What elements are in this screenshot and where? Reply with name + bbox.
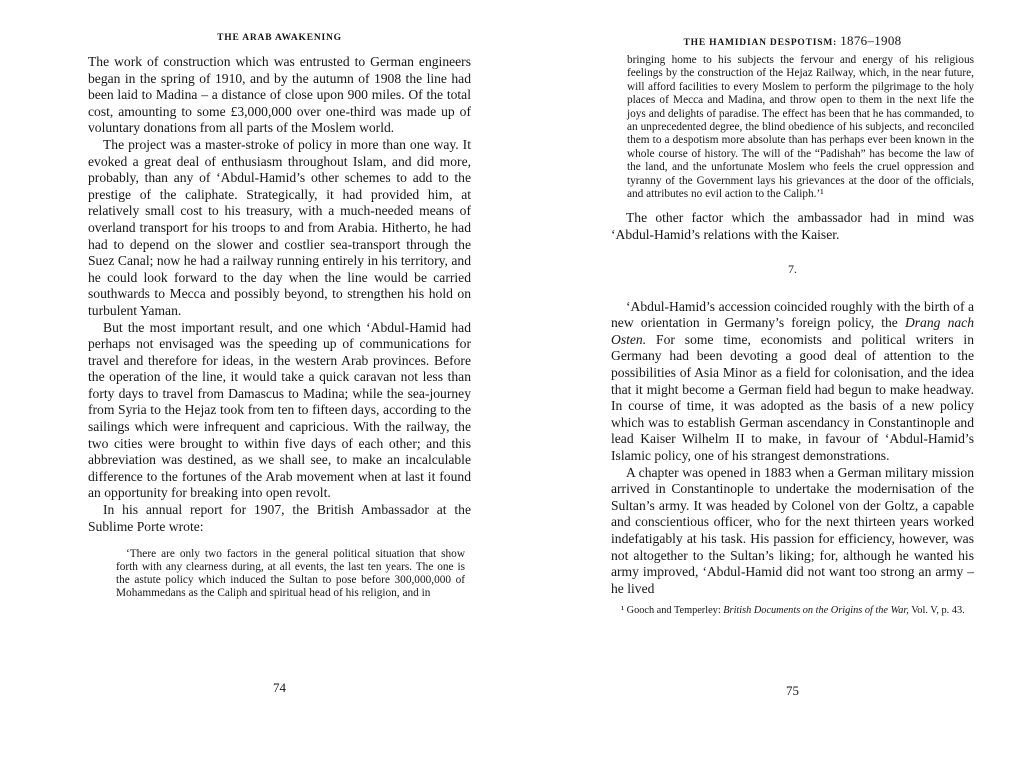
running-head-years: 1876–1908 bbox=[840, 33, 902, 48]
running-head: THE ARAB AWAKENING bbox=[217, 33, 342, 43]
paragraph: The project was a master-stroke of policy in more than one way. It evoked a great deal of enthusiasm throughout Islam, and did more, probably, than any of ‘Abdul-Hamid’s other schemes to add to the prestige of the caliphate. Strategically, it had provided him, at relatively small cost to his treasury, with a much-needed means of overland transport for his troops to and from Arabia. Hitherto, he had had to depend on the slower and costlier sea-transport through the Suez Canal; now he had a railway running entirely in his territory, and he could look forward to the day when the line would be carried southwards to Mecca and possibly beyond, to strengthen his hold on turbulent Yaman. bbox=[88, 136, 471, 318]
footnote bbox=[611, 605, 974, 618]
paragraph-text: For some time, economists and political writers in Germany had been devoting a good deal of attention to the possibilities of Asia Minor as a field for colonisation, and the idea that it might become a German field had begun to make headway. In course of time, it was adopted as the basis of a new policy which was to establish German ascendancy in Constantinople and lead Kaiser Wilhelm II to make, in favour of ‘Abdul-Hamid’s Islamic policy, one of his strangest demonstrations. bbox=[611, 331, 974, 463]
quote-text: bringing home to his subjects the fervour and energy of his religious feelings by the construction of the Hejaz Railway, which, in the near future, will afford facilities to every Moslem to perform the pilgrimage to the holy places of Mecca and Madina, and throw open to them in the next life the joys and delights of paradise. The effect has been that he has commanded, to an unprecedented degree, the blind obedience of his subjects, and reconciled them to a despotism more absolute than has perhaps ever been known in the whole course of history. The will of the “Padishah” has become the law of the land, and the unfortunate Moslem who feels the cruel oppression and tyranny of the Government lays his grievances at the door of the officials, and attributes no evil action to the Caliph.’¹ bbox=[627, 54, 974, 201]
paragraph: The other factor which the ambassador had in mind was ‘Abdul-Hamid’s relations with the Kaiser. bbox=[611, 210, 974, 243]
page-number: 74 bbox=[273, 680, 286, 695]
footnote-text: Vol. V, p. 43. bbox=[908, 605, 965, 617]
paragraph: But the most important result, and one which ‘Abdul-Hamid had perhaps not envisaged was the speeding up of communications for travel and therefore for ideas, in the western Arab provinces. Before the operation of the line, it would take a quick caravan not less than forty days to travel from Damascus to Madina; while the sea-journey from Syria to the Hejaz took from ten to fifteen days, according to the sailings which were infrequent and capricious. With the railway, the two cities were brought to within five days of each other; and this abbreviation was destined, as we shall see, to make an incalculable difference to the fortunes of the Arab movement when at last it found an opportunity for breaking into open revolt. bbox=[88, 319, 471, 501]
page-number: 75 bbox=[786, 683, 799, 698]
quote-text: ‘There are only two factors in the general political situation that show forth with any clearness during, at all events, the last ten years. The one is the astute policy which induced the Sultan to pose before 300,000,000 of Mohammedans as the Caliph and spiritual head of his religion, and in bbox=[116, 548, 465, 599]
running-head bbox=[611, 33, 974, 49]
page-body bbox=[611, 54, 974, 618]
italic-phrase: Drang nach Osten. bbox=[611, 315, 974, 347]
block-quote bbox=[116, 548, 465, 599]
running-head-title: THE HAMIDIAN DESPOTISM: bbox=[683, 38, 838, 48]
block-quote bbox=[627, 54, 974, 201]
section-number: 7. bbox=[788, 261, 797, 276]
footnote-text: ¹ Gooch and Temperley: bbox=[621, 605, 724, 617]
paragraph bbox=[611, 299, 974, 465]
paragraph: The work of construction which was entrusted to German engineers began in the spring of 1910, and by the autumn of 1908 the line had been laid to Madina – a distance of close upon 900 miles. Of the total cost, amounting to some £3,000,000 over one-third was made up of voluntary donations from all parts of the Moslem world. bbox=[88, 54, 471, 136]
paragraph-text: ‘Abdul-Hamid’s accession coincided roughly with the birth of a new orientation in Germany’s foreign policy, the bbox=[611, 298, 974, 331]
page-body bbox=[88, 54, 471, 599]
paragraph: In his annual report for 1907, the British Ambassador at the Sublime Porte wrote: bbox=[88, 502, 471, 534]
paragraph: A chapter was opened in 1883 when a German military mission arrived in Constantinople to undertake the modernisation of the Sultan’s army. It was headed by Colonel von der Goltz, a capable and conscientious officer, who for the next thirteen years worked indefatigably at his task. His passion for efficiency, however, was not altogether to the Sultan’s liking; for, although he wanted his army improved, ‘Abdul-Hamid did not want too strong an army – he lived bbox=[611, 464, 974, 596]
footnote-italic: British Documents on the Origins of the War, bbox=[723, 605, 909, 617]
